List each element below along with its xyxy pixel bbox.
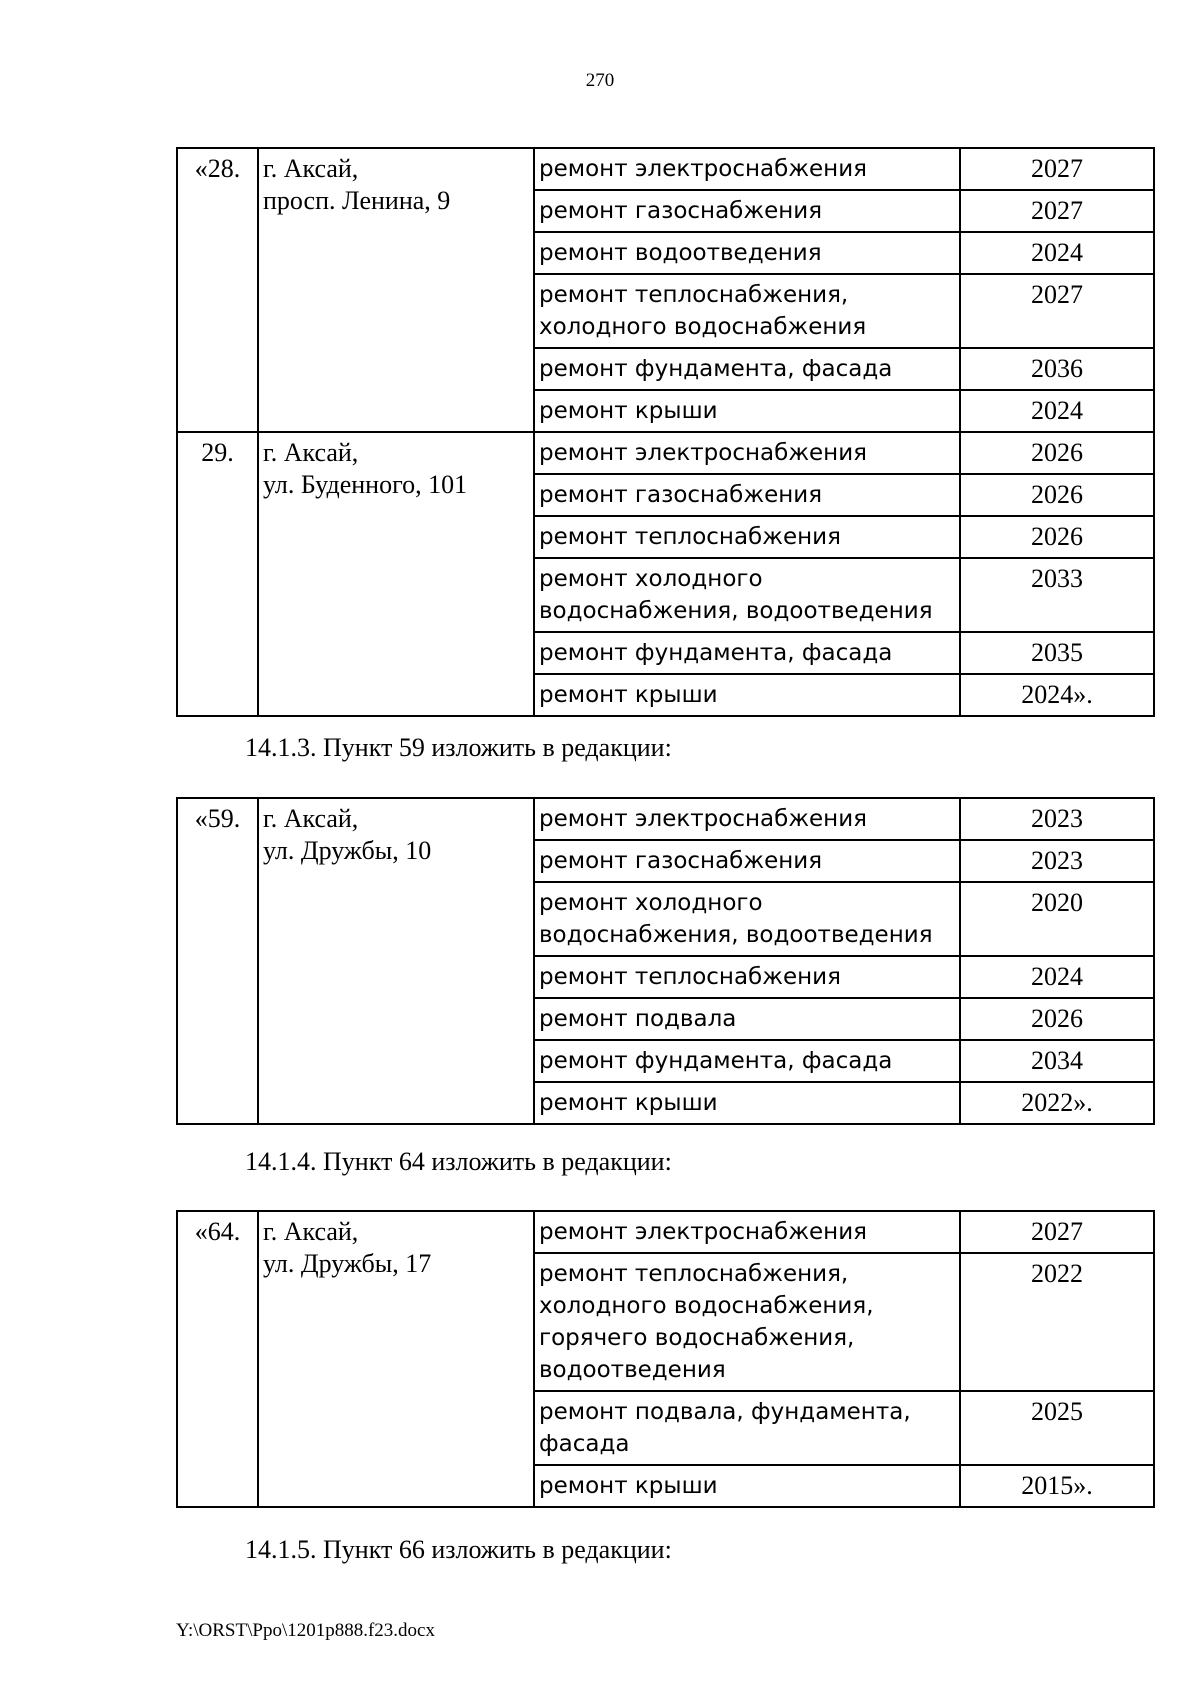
work-year: 2024 — [960, 956, 1154, 998]
table-row — [177, 148, 1154, 190]
entry-number: 29. — [177, 432, 258, 716]
address-line: г. Аксай, — [263, 804, 359, 833]
table-row — [177, 798, 1154, 840]
work-year: 2027 — [960, 274, 1154, 348]
amendment-instruction: 14.1.5. Пункт 66 изложить в редакции: — [245, 1535, 672, 1564]
address-line: г. Аксай, — [263, 154, 359, 183]
work-type: ремонт газоснабжения — [534, 190, 960, 232]
work-type: ремонт крыши — [534, 1082, 960, 1124]
entries-table-64 — [176, 1210, 1155, 1508]
work-type: ремонт теплоснабжения, холодного водоснабжения, горячего водоснабжения, водоотведения — [534, 1253, 960, 1391]
work-year: 2026 — [960, 516, 1154, 558]
entry-number: «64. — [177, 1211, 258, 1507]
work-type: ремонт газоснабжения — [534, 840, 960, 882]
amendment-instruction: 14.1.4. Пункт 64 изложить в редакции: — [245, 1147, 672, 1176]
table-row — [177, 1211, 1154, 1253]
address-line: ул. Дружбы, 10 — [263, 836, 432, 865]
work-type: ремонт подвала — [534, 998, 960, 1040]
work-type: ремонт подвала, фундамента, фасада — [534, 1391, 960, 1465]
work-type: ремонт холодного водоснабжения, водоотведения — [534, 882, 960, 956]
entry-address — [258, 148, 534, 432]
work-year: 2027 — [960, 148, 1154, 190]
work-year: 2023 — [960, 840, 1154, 882]
address-line: ул. Дружбы, 17 — [263, 1249, 432, 1278]
work-type: ремонт крыши — [534, 390, 960, 432]
entry-address — [258, 432, 534, 716]
work-type: ремонт электроснабжения — [534, 1211, 960, 1253]
work-year: 2027 — [960, 1211, 1154, 1253]
entry-address — [258, 798, 534, 1124]
work-year: 2022». — [960, 1082, 1154, 1124]
work-year: 2022 — [960, 1253, 1154, 1391]
work-type: ремонт крыши — [534, 1465, 960, 1507]
work-year: 2034 — [960, 1040, 1154, 1082]
work-year: 2024 — [960, 232, 1154, 274]
work-type: ремонт фундамента, фасада — [534, 632, 960, 674]
work-type: ремонт фундамента, фасада — [534, 348, 960, 390]
entry-address — [258, 1211, 534, 1507]
address-line: г. Аксай, — [263, 1217, 359, 1246]
work-type: ремонт теплоснабжения, холодного водоснабжения — [534, 274, 960, 348]
work-year: 2024». — [960, 674, 1154, 716]
file-path-footer: Y:\ORST\Ppo\1201p888.f23.docx — [176, 1620, 435, 1641]
work-type: ремонт крыши — [534, 674, 960, 716]
work-type: ремонт теплоснабжения — [534, 956, 960, 998]
work-type: ремонт электроснабжения — [534, 798, 960, 840]
amendment-instruction: 14.1.3. Пункт 59 изложить в редакции: — [245, 733, 672, 762]
work-year: 2027 — [960, 190, 1154, 232]
work-year: 2026 — [960, 474, 1154, 516]
work-year: 2026 — [960, 998, 1154, 1040]
address-line: ул. Буденного, 101 — [263, 470, 468, 499]
work-type: ремонт теплоснабжения — [534, 516, 960, 558]
work-type: ремонт водоотведения — [534, 232, 960, 274]
address-line: г. Аксай, — [263, 438, 359, 467]
page-number: 270 — [585, 70, 615, 91]
work-year: 2023 — [960, 798, 1154, 840]
entry-number: «28. — [177, 148, 258, 432]
work-year: 2020 — [960, 882, 1154, 956]
work-year: 2033 — [960, 558, 1154, 632]
work-year: 2015». — [960, 1465, 1154, 1507]
entries-table-59 — [176, 797, 1155, 1125]
work-year: 2036 — [960, 348, 1154, 390]
work-type: ремонт электроснабжения — [534, 432, 960, 474]
work-year: 2025 — [960, 1391, 1154, 1465]
work-year: 2035 — [960, 632, 1154, 674]
address-line: просп. Ленина, 9 — [263, 186, 451, 215]
work-type: ремонт холодного водоснабжения, водоотведения — [534, 558, 960, 632]
work-year: 2024 — [960, 390, 1154, 432]
table-row — [177, 432, 1154, 474]
work-type: ремонт электроснабжения — [534, 148, 960, 190]
work-type: ремонт газоснабжения — [534, 474, 960, 516]
work-type: ремонт фундамента, фасада — [534, 1040, 960, 1082]
entries-table-28-29 — [176, 147, 1155, 717]
entry-number: «59. — [177, 798, 258, 1124]
work-year: 2026 — [960, 432, 1154, 474]
